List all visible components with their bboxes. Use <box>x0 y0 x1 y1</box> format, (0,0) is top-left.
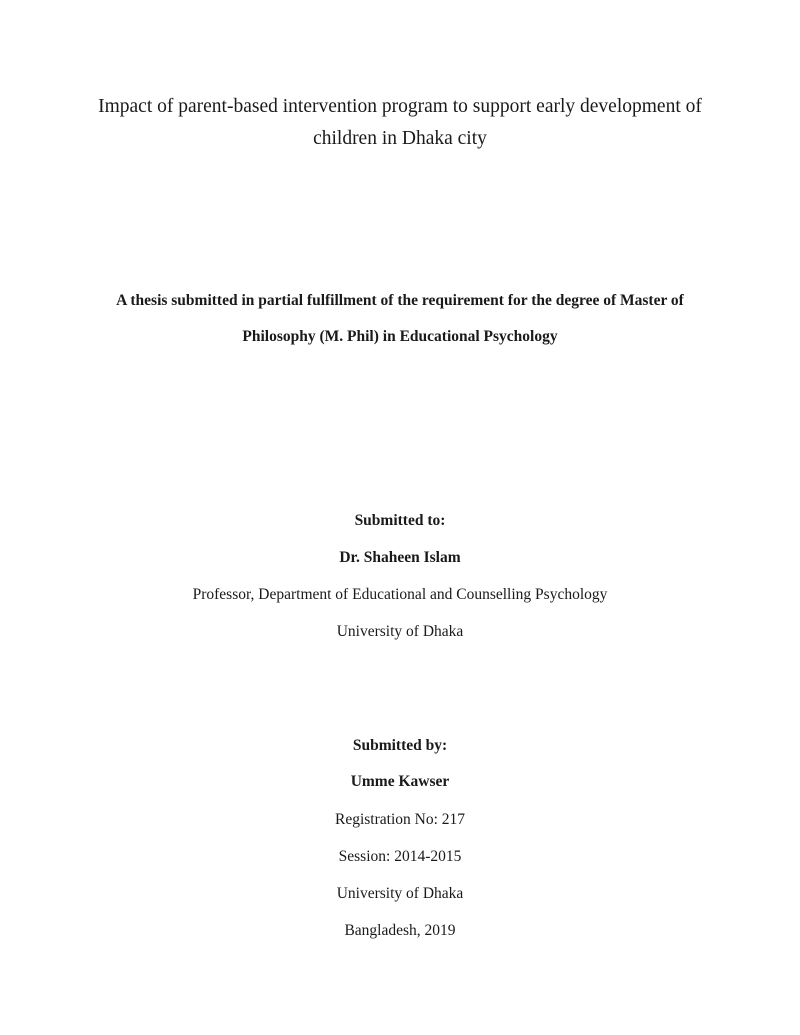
supervisor-name: Dr. Shaheen Islam <box>339 549 461 566</box>
session: Session: 2014-2015 <box>338 848 462 865</box>
supervisor-position: Professor, Department of Educational and Counselling Psychology <box>192 586 608 603</box>
title-line-1: Impact of parent-based intervention program to support early development of <box>98 96 702 117</box>
thesis-statement-line-1: A thesis submitted in partial fulfillment of the requirement for the degree of Master of <box>116 292 684 309</box>
author-institution: University of Dhaka <box>336 885 464 902</box>
title-line-2: children in Dhaka city <box>313 128 487 149</box>
submitted-to-heading: Submitted to: <box>354 512 446 529</box>
submitted-by-heading: Submitted by: <box>352 737 448 754</box>
supervisor-institution: University of Dhaka <box>336 623 464 640</box>
author-name: Umme Kawser <box>350 773 450 790</box>
location-year: Bangladesh, 2019 <box>344 922 456 939</box>
registration-number: Registration No: 217 <box>334 811 466 828</box>
thesis-statement-line-2: Philosophy (M. Phil) in Educational Psychology <box>242 328 558 345</box>
